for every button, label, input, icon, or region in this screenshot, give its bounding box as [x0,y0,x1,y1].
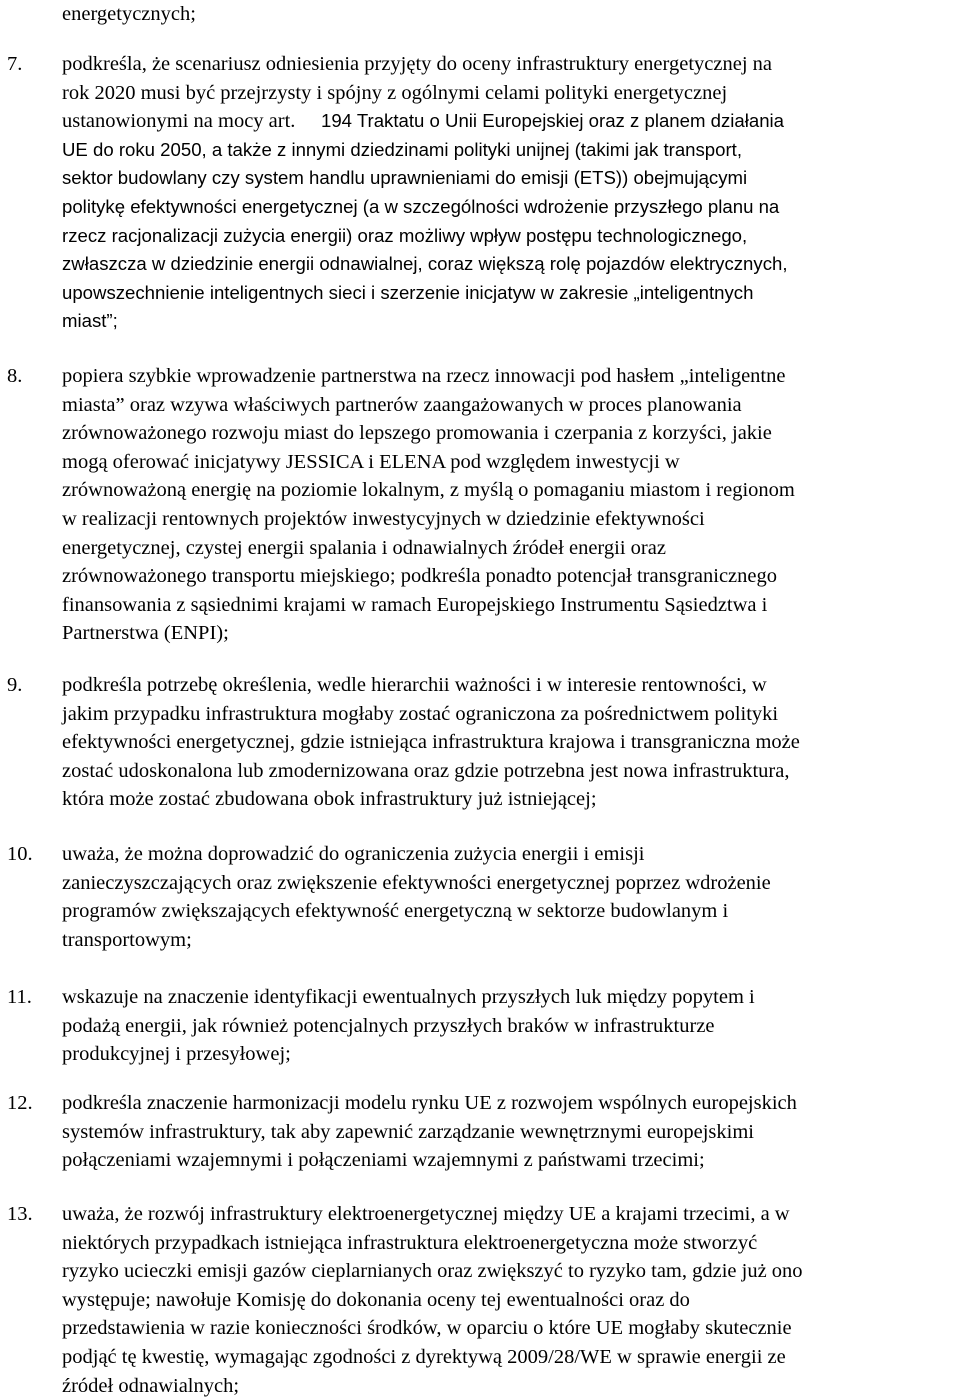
item-line: miasta” oraz wzywa właściwych partnerów zaangażowanych w proces planowania [62,393,742,416]
item-line: energetycznej, czystej energii spalania i odnawialnych źródeł energii oraz [62,536,666,559]
item-line: ryzyko ucieczki emisji gazów cieplarnianych oraz zwiększyć to ryzyko tam, gdzie już ono [62,1260,803,1283]
item-number: 7. [7,53,23,75]
item-line: Partnerstwa (ENPI); [62,622,229,645]
item-line: w realizacji rentownych projektów inwestycyjnych w dziedzinie efektywności [62,508,705,530]
item-line: mogą oferować inicjatywy JESSICA i ELENA pod względem inwestycji w [62,450,680,473]
item-line: upowszechnienie inteligentnych sieci i szerzenie inicjatyw w zakresie „inteligentnych [62,281,754,303]
item-line: rzecz racjonalizacji zużycia energii) oraz możliwy wpływ postępu technologicznego, [62,224,748,246]
item-line: jakim przypadku infrastruktura mogłaby zostać ograniczona za pośrednictwem polityki [62,702,779,725]
item-line: zrównoważonego transportu miejskiego; podkreśla ponadto potencjał transgranicznego [62,565,777,588]
item-line: programów zwiększających efektywność energetyczną w sektorze budowlanym i [62,900,729,923]
item-line: zanieczyszczających oraz zwiększenie efektywności energetycznej poprzez wdrożenie [62,871,771,894]
item-line: zostać udoskonalona lub zmodernizowana oraz gdzie potrzebna jest nowa infrastruktura, [62,759,790,782]
item-line: uważa, że można doprowadzić do ograniczenia zużycia energii i emisji [62,843,645,865]
item-line: zwłaszcza w dziedzinie energii odnawialnej, coraz większą rolę pojazdów elektrycznych, [62,253,788,275]
item-line: miast”; [62,310,118,332]
item-number: 8. [7,365,23,387]
item-line: podkreśla, że scenariusz odniesienia przyjęty do oceny infrastruktury energetycznej na [62,53,773,75]
item-line: uważa, że rozwój infrastruktury elektroenergetycznej między UE a krajami trzecimi, a w [62,1203,790,1225]
item-line: podażą energii, jak również potencjalnych przyszłych braków w infrastrukturze [62,1014,715,1037]
item-number: 9. [7,674,23,696]
item-line: wskazuje na znaczenie identyfikacji ewentualnych przyszłych luk między popytem i [62,986,755,1008]
item-line: podkreśla potrzebę określenia, wedle hierarchii ważności i w interesie rentowności, w [62,674,767,696]
item-line: systemów infrastruktury, tak aby zapewnić zarządzanie wewnętrznymi europejskimi [62,1120,754,1143]
item-line: efektywności energetycznej, gdzie istniejąca infrastruktura krajowa i transgraniczna może [62,731,800,754]
item-line: sektor budowlany czy system handlu uprawnieniami do emisji (ETS)) obejmującymi [62,167,748,189]
item-number: 13. [7,1203,33,1225]
item-line: przedstawienia w razie konieczności środków, w oparciu o które UE mogłaby skutecznie [62,1317,792,1340]
item-line: transportowym; [62,928,192,951]
item-line: UE do roku 2050, a także z innymi dziedzinami polityki unijnej (takimi jak transport, [62,138,743,160]
item-number: 12. [7,1092,33,1114]
item-line: rok 2020 musi być przejrzysty i spójny z ogólnymi celami polityki energetycznej [62,81,728,104]
item-number: 11. [7,986,32,1008]
item-line: podjąć tę kwestię, wymagając zgodności z dyrektywą 2009/28/WE w sprawie energii ze [62,1346,786,1368]
item-line: popiera szybkie wprowadzenie partnerstwa na rzecz innowacji pod hasłem „inteligentne [62,365,786,387]
item-line: produkcyjnej i przesyłowej; [62,1043,291,1066]
item-line: zrównoważoną energię na poziomie lokalnym, z myślą o pomaganiu miastom i regionom [62,479,795,502]
item-line: źródeł odnawialnych; [62,1374,240,1397]
item-line: 194 Traktatu o Unii Europejskiej oraz z planem działania [321,110,785,132]
intro-text: energetycznych; [62,3,196,25]
item-line: politykę efektywności energetycznej (a w szczególności wdrożenie przyszłego planu na [62,196,780,217]
item-line: ustanowionymi na mocy art. [62,110,296,133]
item-line: niektórych przypadkach istniejąca infrastruktura elektroenergetyczna może stworzyć [62,1231,758,1254]
item-number: 10. [7,843,33,865]
item-line: finansowania z sąsiednimi krajami w ramach Europejskiego Instrumentu Sąsiedztwa i [62,593,768,616]
item-line: która może zostać zbudowana obok infrastruktury już istniejącej; [62,788,597,811]
item-line: połączeniami wzajemnymi i połączeniami wzajemnymi z państwami trzecimi; [62,1149,705,1172]
item-line: podkreśla znaczenie harmonizacji modelu rynku UE z rozwojem wspólnych europejskich [62,1092,797,1114]
item-line: zrównoważonego rozwoju miast do lepszego promowania i czerpania z korzyści, jakie [62,422,772,445]
item-line: występuje; nawołuje Komisję do dokonania oceny tej ewentualności oraz do [62,1288,690,1311]
